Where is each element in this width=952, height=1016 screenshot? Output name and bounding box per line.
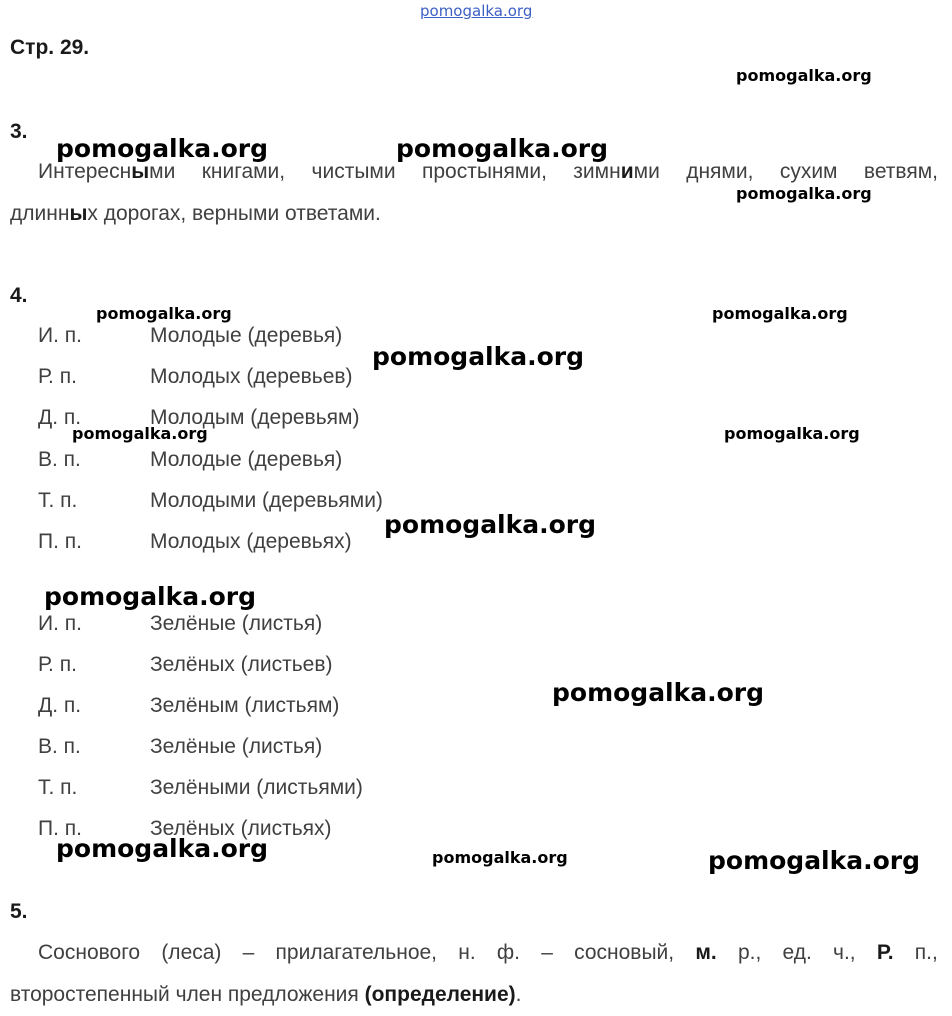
bold-fragment: (определение): [364, 983, 516, 1006]
watermark: pomogalka.org: [724, 424, 860, 443]
case-label: И. п.: [38, 612, 82, 635]
task-3-line-2: [10, 202, 381, 226]
bold-fragment: м.: [695, 941, 717, 964]
text-fragment: п.,: [893, 941, 938, 964]
case-label: В. п.: [38, 448, 81, 471]
text-fragment: Интересн: [38, 160, 132, 183]
case-label: Д. п.: [38, 406, 82, 429]
case-form: Зелёными (листьями): [150, 776, 363, 799]
watermark: pomogalka.org: [384, 510, 597, 539]
case-label: Р. п.: [38, 653, 77, 676]
case-label: И. п.: [38, 324, 82, 347]
case-label: Д. п.: [38, 694, 82, 717]
case-label: Т. п.: [38, 776, 78, 799]
text-fragment: р., ед. ч.,: [716, 941, 877, 964]
case-form: Молодые (деревья): [150, 448, 343, 471]
case-form: Зелёным (листьям): [150, 694, 340, 717]
text-fragment: х дорогах, верными ответами.: [87, 202, 381, 225]
watermark-top[interactable]: pomogalka.org: [420, 2, 533, 20]
case-label: В. п.: [38, 735, 81, 758]
watermark: pomogalka.org: [552, 678, 765, 707]
bold-fragment: и: [620, 160, 634, 183]
task-3-number: 3.: [10, 120, 28, 143]
text-fragment: второстепенный член предложения: [10, 983, 365, 1006]
task-5-line-2: [10, 983, 521, 1007]
watermark: pomogalka.org: [736, 184, 872, 203]
bold-fragment: ы: [69, 202, 88, 225]
watermark: pomogalka.org: [736, 66, 872, 85]
text-fragment: длинн: [10, 202, 70, 225]
case-form: Зелёные (листья): [150, 612, 323, 635]
case-form: Молодых (деревьев): [150, 365, 353, 388]
bold-fragment: ы: [131, 160, 150, 183]
case-form: Молодые (деревья): [150, 324, 343, 347]
watermark: pomogalka.org: [432, 848, 568, 867]
watermark: pomogalka.org: [56, 134, 269, 163]
bold-fragment: Р.: [876, 941, 894, 964]
watermark: pomogalka.org: [44, 582, 257, 611]
case-form: Молодыми (деревьями): [150, 489, 383, 512]
task-5-line-1: [38, 941, 938, 965]
text-fragment: ми днями, сухим ветвям,: [633, 160, 938, 183]
text-fragment: Соснового (леса) – прилагательное, н. ф. – сосновый,: [38, 941, 696, 964]
watermark: pomogalka.org: [96, 304, 232, 323]
watermark: pomogalka.org: [708, 846, 921, 875]
watermark: pomogalka.org: [396, 134, 609, 163]
case-label: П. п.: [38, 530, 82, 553]
page-title: Стр. 29.: [10, 36, 90, 59]
case-form: Зелёные (листья): [150, 735, 323, 758]
case-form: Зелёных (листьях): [150, 817, 332, 840]
case-form: Молодых (деревьях): [150, 530, 352, 553]
case-label: П. п.: [38, 817, 82, 840]
watermark: pomogalka.org: [72, 424, 208, 443]
watermark: pomogalka.org: [712, 304, 848, 323]
task-5-number: 5.: [10, 900, 28, 923]
task-4-number: 4.: [10, 284, 28, 307]
case-label: Р. п.: [38, 365, 77, 388]
case-label: Т. п.: [38, 489, 78, 512]
text-fragment: .: [515, 983, 522, 1006]
task-3-line-1: [38, 160, 938, 184]
case-form: Зелёных (листьев): [150, 653, 333, 676]
watermark: pomogalka.org: [372, 342, 585, 371]
watermark: pomogalka.org: [56, 834, 269, 863]
case-form: Молодым (деревьям): [150, 406, 360, 429]
text-fragment: ми книгами, чистыми простынями, зимн: [149, 160, 621, 183]
